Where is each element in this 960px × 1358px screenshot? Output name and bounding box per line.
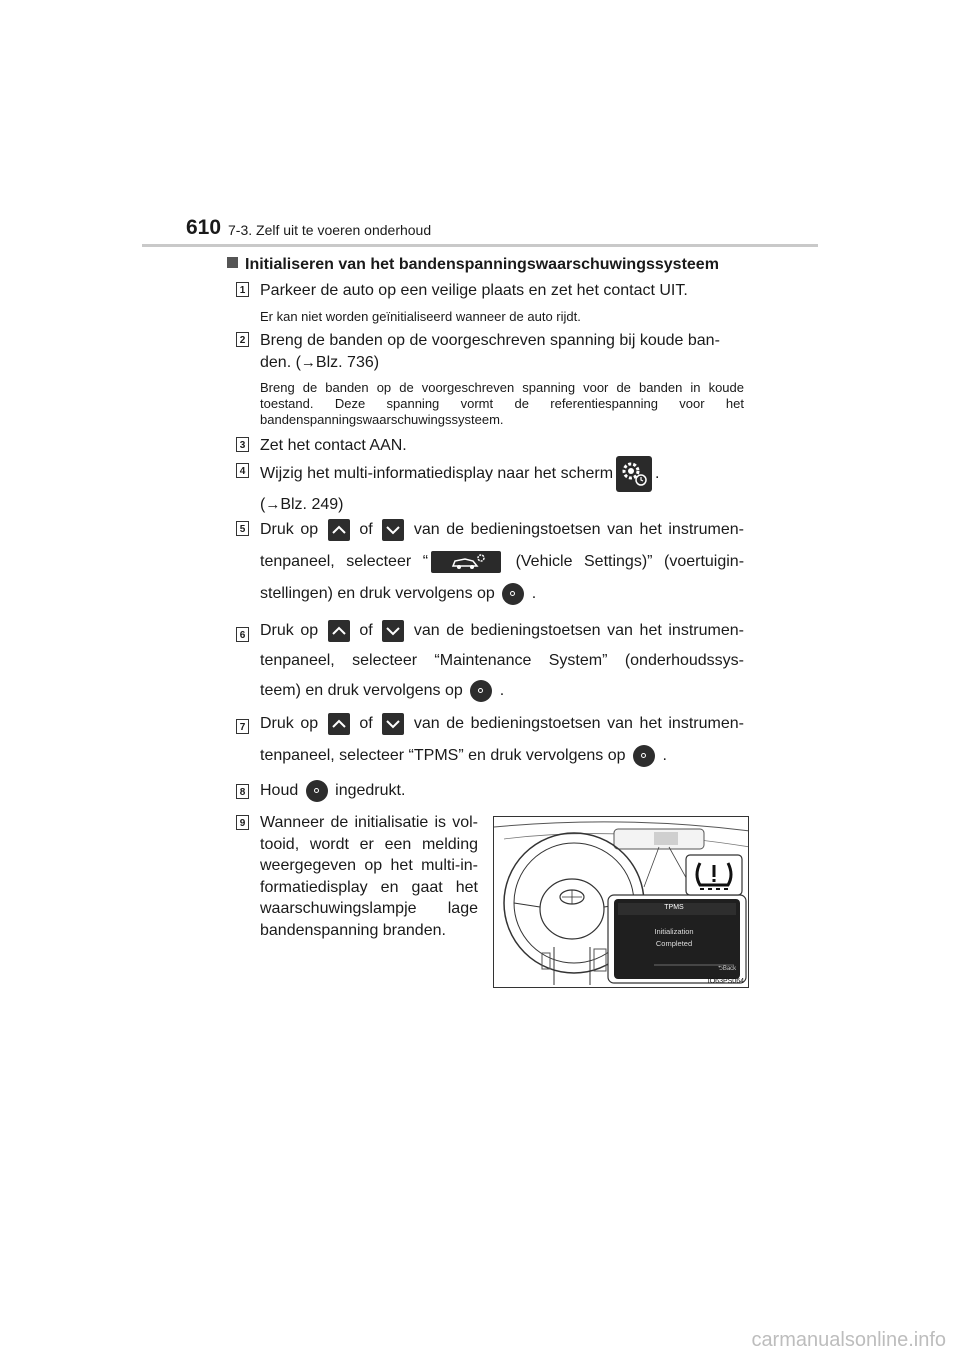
settings-gear-icon [616, 456, 652, 492]
step-9-line-3: weergegeven op het multi-in- [260, 857, 478, 874]
dashboard-drawing [494, 817, 749, 988]
step-8-text: Houd ingedrukt. [260, 777, 744, 805]
breadcrumb: 7-3. Zelf uit te voeren onderhoud [228, 222, 432, 238]
step-6-line-1: Druk op of van de bedieningstoetsen van het instrumen- [260, 616, 744, 646]
down-arrow-button-icon [382, 519, 404, 541]
arrow-icon: → [265, 496, 281, 513]
step-9-line-1: Wanneer de initialisatie is vol- [260, 814, 478, 831]
step-4-text [260, 456, 744, 518]
section-title [227, 256, 719, 274]
step-7-line-1: Druk op of van de bedieningstoetsen van het instrumen- [260, 708, 744, 740]
step-number-1: 1 [236, 282, 249, 297]
step-9-line-2: tooid, wordt er een melding [260, 835, 478, 853]
step-number-8: 8 [236, 784, 249, 799]
step-5-line-1: Druk op of van de bedieningstoetsen van het instrumen- [260, 514, 744, 546]
up-arrow-button-icon [328, 620, 350, 642]
display-message: Initialization Completed [654, 927, 694, 948]
down-arrow-button-icon [382, 620, 404, 642]
step-4-line-2: (→Blz. 249) [260, 496, 344, 513]
step-5-line-2: tenpaneel, selecteer “ (Vehicle Settings)” (voertuigin- [260, 546, 744, 578]
step-number-4: 4 [236, 463, 249, 478]
section-square-icon [227, 257, 238, 268]
up-arrow-button-icon [328, 519, 350, 541]
step-2-text [260, 330, 744, 374]
step-7-text [260, 708, 744, 772]
step-number-9: 9 [236, 815, 249, 830]
step-number-6: 6 [236, 627, 249, 642]
step-2-note: Breng de banden op de voorgeschreven spanning voor de banden in koude toestand. Deze spanning vormt de referentiespanning voor het bandenspanningswaarschuwingssysteem. [260, 380, 744, 427]
step-3-text: Zet het contact AAN. [260, 437, 407, 454]
step-number-2: 2 [236, 332, 249, 347]
step-5-text [260, 514, 744, 610]
step-9-text [260, 812, 478, 941]
header-divider [142, 244, 818, 247]
dashboard-illustration [493, 816, 749, 988]
ok-button-icon [502, 583, 524, 605]
display-back-label: ⮌Back [718, 966, 737, 972]
section-title-text: Initialiseren van het bandenspanningswaarschuwingssysteem [245, 256, 719, 273]
step-9-line-6: bandenspanning branden. [260, 921, 446, 939]
down-arrow-button-icon [382, 713, 404, 735]
step-1-text: Parkeer de auto op een veilige plaats en zet het contact UIT. [260, 282, 688, 299]
arrow-icon: → [300, 354, 316, 371]
step-6-line-2: tenpaneel, selecteer “Maintenance System” (onderhoudssys- [260, 652, 744, 669]
step-6-text [260, 616, 744, 706]
vehicle-settings-icon [431, 551, 501, 573]
page-number: 610 [186, 216, 222, 239]
ok-button-icon [633, 745, 655, 767]
step-2-line-2: den. (→Blz. 736) [260, 354, 380, 371]
watermark: carmanualsonline.info [751, 1329, 946, 1351]
back-arrow-icon: ⮌ [718, 966, 723, 972]
ok-button-icon [306, 780, 328, 802]
ok-button-icon [470, 680, 492, 702]
step-1-note: Er kan niet worden geïnitialiseerd wanneer de auto rijdt. [260, 309, 581, 324]
step-7-line-2: tenpaneel, selecteer “TPMS” en druk vervolgens op . [260, 740, 744, 772]
step-9-line-5: waarschuwingslampje lage [260, 900, 478, 917]
step-9-line-4: formatiedisplay en gaat het [260, 878, 478, 896]
step-6-line-3: teem) en druk vervolgens op . [260, 676, 744, 706]
step-4-line-1: Wijzig het multi-informatiedisplay naar het scherm . [260, 456, 744, 492]
step-2-line-1: Breng de banden op de voorgeschreven spanning bij koude ban- [260, 332, 720, 349]
step-5-line-3: stellingen) en druk vervolgens op . [260, 578, 744, 610]
figure-code: IO63PS064 [707, 978, 744, 985]
step-number-5: 5 [236, 521, 249, 536]
display-title: TPMS [664, 904, 684, 911]
up-arrow-button-icon [328, 713, 350, 735]
step-number-7: 7 [236, 719, 249, 734]
step-number-3: 3 [236, 437, 249, 452]
